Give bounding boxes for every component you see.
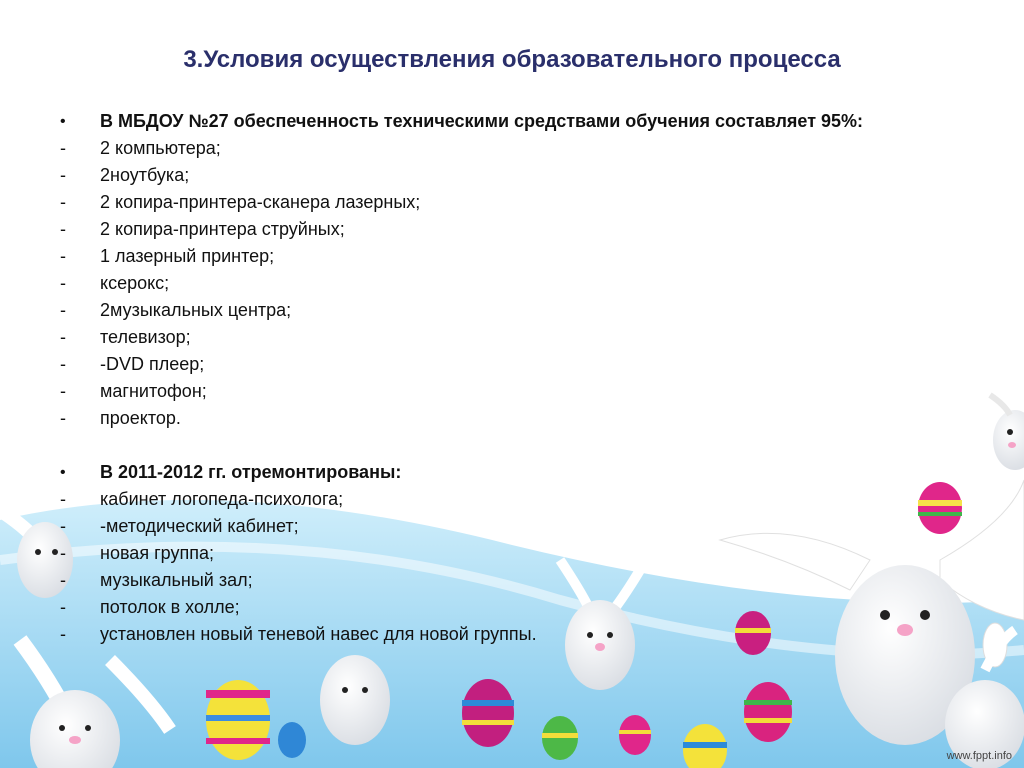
- list-item-text: потолок в холле;: [100, 597, 240, 617]
- dash-marker: -: [60, 489, 66, 509]
- egg-green: [542, 716, 578, 760]
- dash-marker: -: [60, 138, 66, 158]
- list-item: [60, 243, 920, 270]
- list-item: [60, 486, 920, 513]
- list-item: [60, 162, 920, 189]
- slide-content: [60, 108, 920, 648]
- list-item-text: 2 копира-принтера струйных;: [100, 219, 345, 239]
- dash-marker: -: [60, 192, 66, 212]
- section-1-heading: В МБДОУ №27 обеспеченность техническими средствами обучения составляет 95%:: [100, 111, 864, 131]
- dash-marker: -: [60, 354, 66, 374]
- egg-yellow-left: [206, 680, 270, 760]
- list-item: [60, 621, 920, 648]
- list-item: [60, 513, 920, 540]
- list-item-text: музыкальный зал;: [100, 570, 253, 590]
- dash-marker: -: [60, 273, 66, 293]
- egg-pink-right: [918, 482, 962, 534]
- dash-marker: -: [60, 219, 66, 239]
- list-item-text: установлен новый теневой навес для новой группы.: [100, 624, 537, 644]
- dash-marker: -: [60, 300, 66, 320]
- list-item: [60, 567, 920, 594]
- egg-blue-small: [278, 722, 306, 758]
- list-item: [60, 351, 920, 378]
- list-item-text: новая группа;: [100, 543, 214, 563]
- dash-marker: -: [60, 381, 66, 401]
- list-item: [60, 378, 920, 405]
- section-2-heading: В 2011-2012 гг. отремонтированы:: [100, 462, 402, 482]
- list-item: [60, 189, 920, 216]
- egg-pink-small: [619, 715, 651, 755]
- slide-title: 3.Условия осуществления образовательного процесса: [183, 46, 841, 73]
- list-item: [60, 216, 920, 243]
- bullet-marker: •: [60, 113, 66, 130]
- list-item: [60, 594, 920, 621]
- list-item-text: проектор.: [100, 408, 181, 428]
- list-item-text: ксерокс;: [100, 273, 170, 293]
- bunny-top-right: [990, 395, 1024, 470]
- section-2-heading-row: [60, 459, 920, 486]
- list-item-text: 2 копира-принтера-сканера лазерных;: [100, 192, 421, 212]
- section-spacer: [60, 432, 920, 459]
- list-item-text: магнитофон;: [100, 381, 207, 401]
- section-1-heading-row: [60, 108, 920, 135]
- list-item: [60, 405, 920, 432]
- list-item-text: кабинет логопеда-психолога;: [100, 489, 344, 509]
- list-item-text: 1 лазерный принтер;: [100, 246, 275, 266]
- list-item: [60, 135, 920, 162]
- dash-marker: -: [60, 516, 66, 536]
- dash-marker: -: [60, 624, 66, 644]
- dash-marker: -: [60, 408, 66, 428]
- dash-marker: -: [60, 597, 66, 617]
- dash-marker: -: [60, 543, 66, 563]
- list-item: [60, 540, 920, 567]
- dash-marker: -: [60, 246, 66, 266]
- list-item: [60, 270, 920, 297]
- bunny-lower-middle: [320, 655, 390, 745]
- list-item: [60, 324, 920, 351]
- list-item-text: 2музыкальных центра;: [100, 300, 292, 320]
- dash-marker: -: [60, 165, 66, 185]
- list-item-text: 2 компьютера;: [100, 138, 221, 158]
- bullet-marker: •: [60, 464, 66, 481]
- dash-marker: -: [60, 570, 66, 590]
- list-item-text: телевизор;: [100, 327, 191, 347]
- list-item-text: 2ноутбука;: [100, 165, 190, 185]
- watermark: www.fppt.info: [946, 750, 1012, 762]
- list-item-text: -методический кабинет;: [100, 516, 299, 536]
- egg-pink-lower-right: [744, 682, 792, 742]
- list-item: [60, 297, 920, 324]
- dash-marker: -: [60, 327, 66, 347]
- list-item-text: -DVD плеер;: [100, 354, 205, 374]
- egg-magenta-center: [462, 679, 514, 747]
